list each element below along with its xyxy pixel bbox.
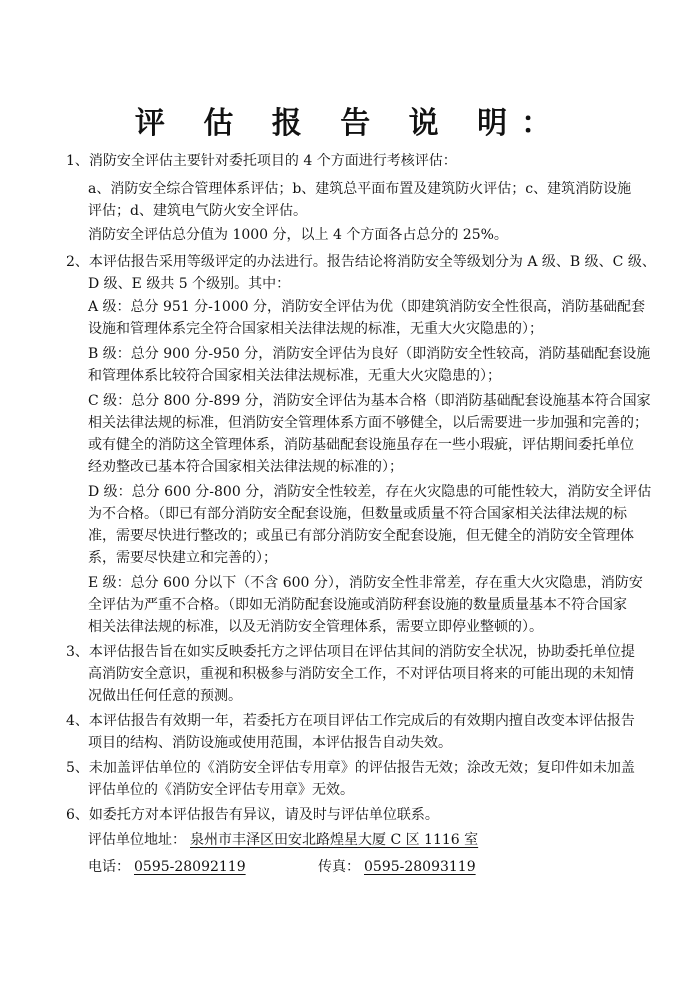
grade-d-line-2: 为不合格。（即已有部分消防安全配套设施，但数量或质量不符合国家相关法律法规的标 <box>88 506 627 522</box>
page-title: 评 估 报 告 说 明： <box>134 106 566 141</box>
grade-e-line-3: 相关法律法规的标准，以及无消防安全管理体系，需要立即停业整顿的）。 <box>88 619 543 635</box>
item-1-line-1: 1、消防安全评估主要针对委托项目的 4 个方面进行考核评估： <box>66 153 457 169</box>
fax-label: 传真： <box>318 859 360 875</box>
address-row <box>88 829 482 851</box>
item-1-total-score: 消防安全评估总分值为 1000 分，以上 4 个方面各占总分的 25%。 <box>88 227 508 243</box>
grade-d-line-1: D 级：总分 600 分-800 分，消防安全性较差，存在火灾隐患的可能性较大，消防安全评估 <box>88 484 652 500</box>
fax-row <box>318 856 480 878</box>
item-4-line-2: 项目的结构、消防设施或使用范围，本评估报告自动失效。 <box>88 735 452 751</box>
item-2-line-1: 2、本评估报告采用等级评定的办法进行。报告结论将消防安全等级划分为 A 级、B 级、C 级、 <box>66 254 656 270</box>
grade-a-line-1: A 级：总分 951 分-1000 分，消防安全评估为优（即建筑消防安全性很高，消防基础配套 <box>88 299 645 315</box>
item-6-line-1: 6、如委托方对本评估报告有异议，请及时与评估单位联系。 <box>66 807 439 823</box>
fax-value: 0595-28093119 <box>364 859 476 875</box>
address-value: 泉州市丰泽区田安北路煌星大厦 C 区 1116 室 <box>190 832 479 848</box>
item-3-line-2: 高消防安全意识，重视和积极参与消防安全工作，不对评估项目将来的可能出现的未知情 <box>88 666 634 682</box>
phone-label: 电话： <box>88 859 130 875</box>
grade-a-line-2: 设施和管理体系完全符合国家相关法律法规的标准，无重大火灾隐患的）； <box>88 321 543 337</box>
item-3-line-3: 况做出任何任意的预测。 <box>88 688 242 704</box>
grade-c-line-3: 或有健全的消防这全管理体系，消防基础配套设施虽存在一些小瑕疵，评估期间委托单位 <box>88 437 634 453</box>
item-1-subitems-line-2: 评估；d、建筑电气防火安全评估。 <box>88 203 307 219</box>
grade-e-line-2: 全评估为严重不合格。（即如无消防配套设施或消防秤套设施的数量质量基本不符合国家 <box>88 597 627 613</box>
item-1-subitems-line-1: a、消防安全综合管理体系评估；b、建筑总平面布置及建筑防火评估；c、建筑消防设施 <box>88 181 632 197</box>
grade-c-line-1: C 级：总分 800 分-899 分，消防安全评估为基本合格（即消防基础配套设施基本符合国家 <box>88 393 651 409</box>
grade-c-line-4: 经劝整改已基本符合国家相关法律法规的标准的）； <box>88 459 403 475</box>
item-5-line-1: 5、未加盖评估单位的《消防安全评估专用章》的评估报告无效；涂改无效；复印件如未加盖 <box>66 760 635 776</box>
item-3-line-1: 3、本评估报告旨在如实反映委托方之评估项目在评估其间的消防安全状况，协助委托单位提 <box>66 644 635 660</box>
address-label: 评估单位地址： <box>88 832 186 848</box>
grade-c-line-2: 相关法律法规的标准，但消防安全管理体系方面不够健全，以后需要进一步加强和完善的； <box>88 415 648 431</box>
grade-d-line-3: 准，需要尽快进行整改的；或虽已有部分消防安全配套设施，但无健全的消防安全管理体 <box>88 528 634 544</box>
phone-value: 0595-28092119 <box>134 859 246 875</box>
grade-e-line-1: E 级：总分 600 分以下（不含 600 分），消防安全性非常差，存在重大火灾隐患，消防安 <box>88 575 643 591</box>
item-2-line-2: D 级、E 级共 5 个级别。其中： <box>88 276 291 292</box>
phone-row <box>88 856 250 878</box>
grade-d-line-4: 系，需要尽快建立和完善的）； <box>88 550 277 566</box>
grade-b-line-1: B 级：总分 900 分-950 分，消防安全评估为良好（即消防安全性较高，消防基础配套设施 <box>88 346 651 362</box>
grade-b-line-2: 和管理体系比较符合国家相关法律法规标准，无重大火灾隐患的）； <box>88 368 501 384</box>
item-4-line-1: 4、本评估报告有效期一年，若委托方在项目评估工作完成后的有效期内擅自改变本评估报告 <box>66 713 635 729</box>
item-5-line-2: 评估单位的《消防安全评估专用章》无效。 <box>88 782 354 798</box>
